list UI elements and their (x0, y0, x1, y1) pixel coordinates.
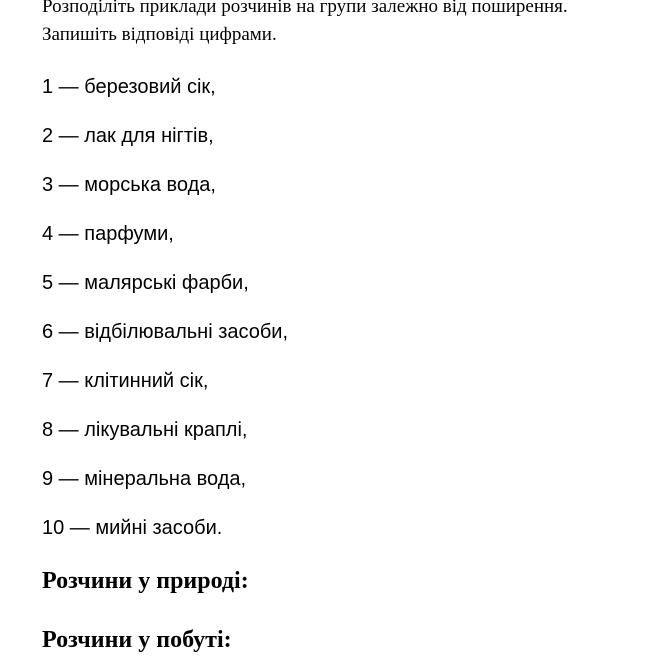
list-item: 9 — мінеральна вода, (42, 468, 247, 490)
list-item: 2 — лак для нігтів, (42, 125, 214, 147)
heading-solutions-in-nature: Розчини у природі: (42, 568, 249, 594)
list-item: 6 — відбілювальні засоби, (42, 321, 289, 343)
task-instructions (42, 0, 652, 49)
list-item: 8 — лікувальні краплі, (42, 419, 248, 441)
instruction-line-2: Запишіть відповіді цифрами. (42, 24, 277, 45)
instruction-line-1: Розподіліть приклади розчинів на групи залежно від поширення. (42, 0, 568, 17)
solution-examples-list (42, 73, 288, 563)
heading-solutions-at-home: Розчини у побуті: (42, 627, 232, 653)
list-item: 4 — парфуми, (42, 223, 174, 245)
list-item: 5 — малярські фарби, (42, 272, 249, 294)
list-item: 3 — морська вода, (42, 174, 216, 196)
list-item: 1 — березовий сік, (42, 76, 216, 98)
list-item: 10 — мийні засоби. (42, 517, 223, 539)
list-item: 7 — клітинний сік, (42, 370, 209, 392)
